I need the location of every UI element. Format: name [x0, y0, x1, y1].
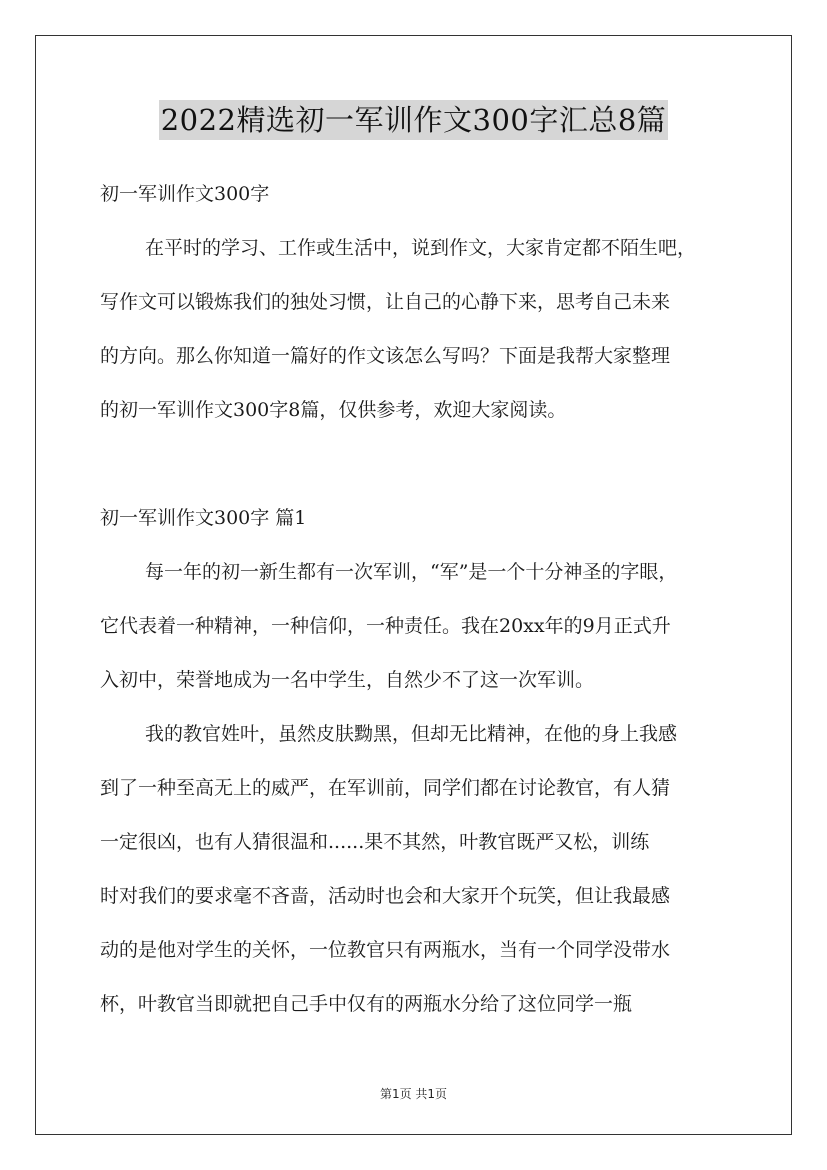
para2-line: 我的教官姓叶，虽然皮肤黝黑，但却无比精神，在他的身上我感 — [145, 723, 678, 745]
page-number-footer: 第1页 共1页 — [379, 1087, 448, 1101]
section-heading: 初一军训作文300字 — [100, 183, 270, 205]
intro-line: 写作文可以锻炼我们的独处习惯，让自己的心静下来，思考自己未来 — [100, 291, 671, 313]
para1-line: 每一年的初一新生都有一次军训，“军”是一个十分神圣的字眼， — [145, 561, 678, 583]
para2-line: 时对我们的要求毫不吝啬，活动时也会和大家开个玩笑，但让我最感 — [100, 885, 671, 907]
intro-line: 在平时的学习、工作或生活中，说到作文，大家肯定都不陌生吧， — [145, 237, 697, 259]
title-wrap — [0, 100, 827, 140]
para2-line: 一定很凶，也有人猜很温和......果不其然，叶教官既严又松，训练 — [100, 831, 650, 853]
document-title: 2022精选初一军训作文300字汇总8篇 — [159, 100, 669, 140]
para1-line: 它代表着一种精神，一种信仰，一种责任。我在20xx年的9月正式升 — [100, 615, 671, 637]
para2-line: 杯，叶教官当即就把自己手中仅有的两瓶水分给了这位同学一瓶 — [100, 993, 633, 1015]
para2-line: 到了一种至高无上的威严，在军训前，同学们都在讨论教官，有人猜 — [100, 777, 671, 799]
para2-line: 动的是他对学生的关怀，一位教官只有两瓶水，当有一个同学没带水 — [100, 939, 671, 961]
article-heading: 初一军训作文300字 篇1 — [100, 507, 307, 529]
para1-line: 入初中，荣誉地成为一名中学生，自然少不了这一次军训。 — [100, 669, 595, 691]
intro-line: 的初一军训作文300字8篇，仅供参考，欢迎大家阅读。 — [100, 399, 567, 421]
intro-line: 的方向。那么你知道一篇好的作文该怎么写吗？下面是我帮大家整理 — [100, 345, 671, 367]
